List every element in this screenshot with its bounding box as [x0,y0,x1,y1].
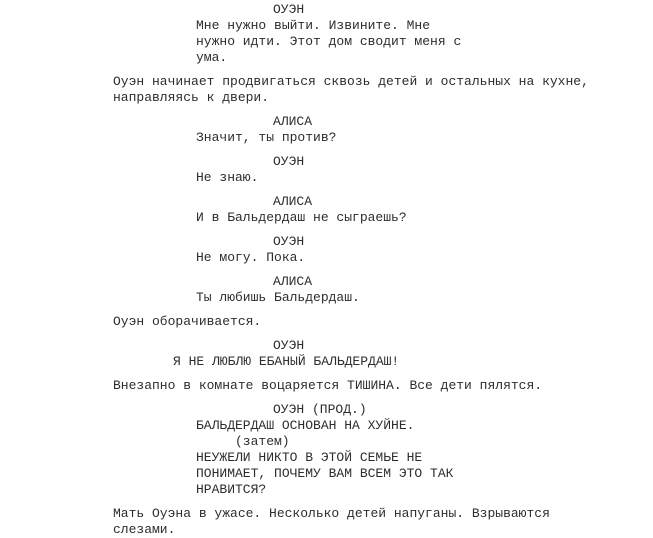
dialogue-line: ПОНИМАЕТ, ПОЧЕМУ ВАМ ВСЕМ ЭТО ТАК [196,466,454,481]
dialogue-line: НРАВИТСЯ? [196,482,267,497]
dialogue-block [0,114,653,146]
dialogue-block [0,402,653,498]
dialogue-block [0,2,653,66]
action-block [0,506,653,538]
dialogue-line: нужно идти. Этот дом сводит меня с [196,34,462,49]
character-name: ОУЭН [273,338,305,353]
action-line: Мать Оуэна в ужасе. Несколько детей напуганы. Взрываются [113,506,550,521]
dialogue-block [0,234,653,266]
shout-line: Я НЕ ЛЮБЛЮ ЕБАНЫЙ БАЛЬДЕРДАШ! [173,354,400,369]
action-line: Оуэн начинает продвигаться сквозь детей и остальных на кухне, [113,74,589,89]
character-name: ОУЭН [273,2,305,17]
dialogue-line: ума. [196,50,228,65]
dialogue-line: Не знаю. [196,170,259,185]
action-block [0,378,653,394]
character-name: ОУЭН [273,154,305,169]
dialogue-block [0,274,653,306]
dialogue-line: БАЛЬДЕРДАШ ОСНОВАН НА ХУЙНЕ. [196,418,415,433]
dialogue-line: Мне нужно выйти. Извините. Мне [196,18,431,33]
action-line: Внезапно в комнате воцаряется ТИШИНА. Все дети пялятся. [113,378,543,393]
action-line: направляясь к двери. [113,90,270,105]
character-name: ОУЭН (ПРОД.) [273,402,367,417]
action-block [0,74,653,106]
dialogue-block [0,338,653,370]
character-name: АЛИСА [273,194,313,209]
dialogue-line: Значит, ты против? [196,130,337,145]
dialogue-block [0,194,653,226]
dialogue-line: Ты любишь Бальдердаш. [196,290,360,305]
action-block [0,314,653,330]
character-name: ОУЭН [273,234,305,249]
action-line: Оуэн оборачивается. [113,314,262,329]
character-name: АЛИСА [273,114,313,129]
dialogue-line: НЕУЖЕЛИ НИКТО В ЭТОЙ СЕМЬЕ НЕ [196,450,423,465]
dialogue-line: И в Бальдердаш не сыграешь? [196,210,407,225]
dialogue-block [0,154,653,186]
character-name: АЛИСА [273,274,313,289]
action-line: слезами. [113,522,176,537]
dialogue-line: Не могу. Пока. [196,250,306,265]
parenthetical-line: (затем) [235,434,290,449]
